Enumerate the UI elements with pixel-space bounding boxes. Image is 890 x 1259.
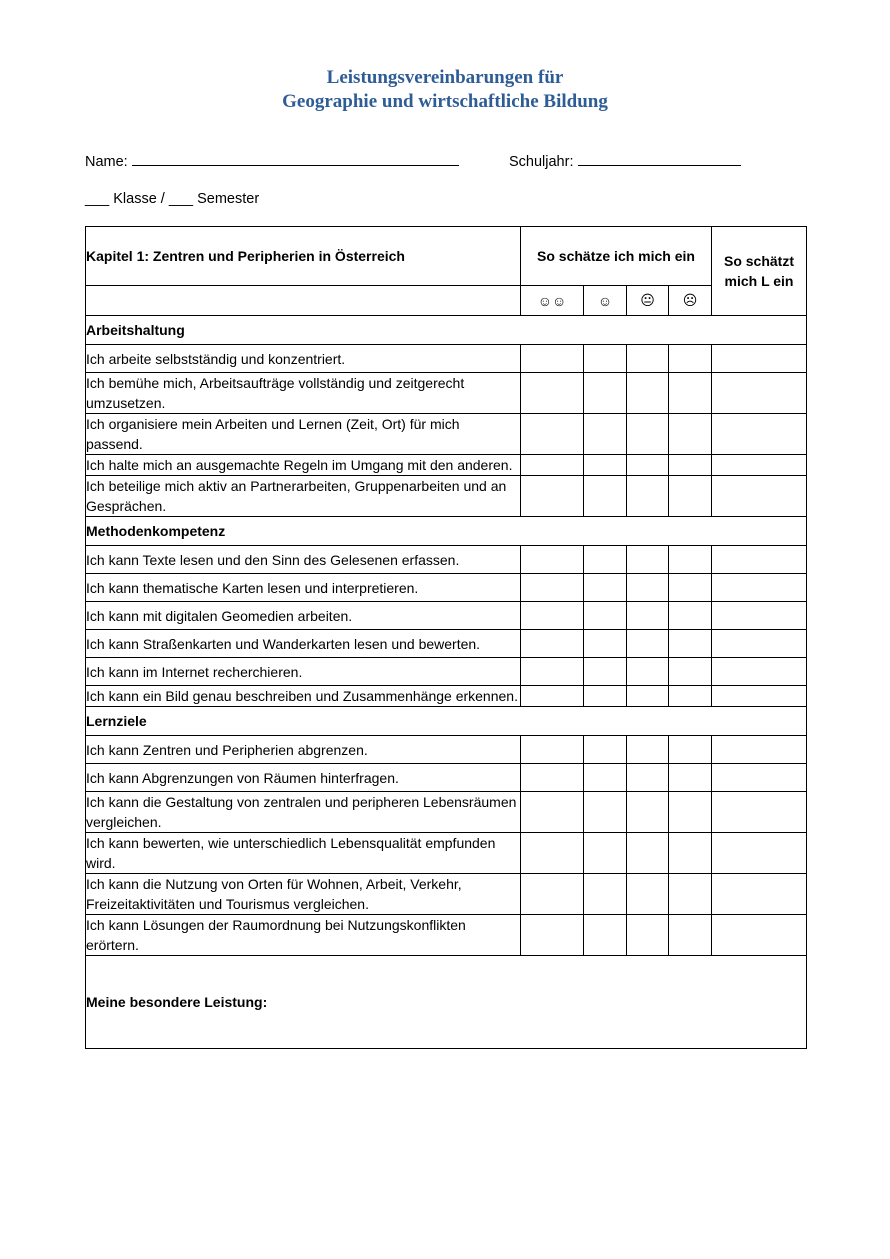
document-title-line-2: Geographie und wirtschaftliche Bildung	[282, 91, 608, 112]
section-row	[86, 517, 807, 546]
teacher-rating-cell[interactable]	[712, 345, 807, 373]
statement-text: Ich kann ein Bild genau beschreiben und Zusammenhänge erkennen.	[86, 686, 521, 707]
statement-text: Ich kann Zentren und Peripherien abgrenzen.	[86, 736, 521, 764]
statement-text: Ich kann mit digitalen Geomedien arbeiten.	[86, 602, 521, 630]
teacher-rating-cell[interactable]	[712, 736, 807, 764]
schuljahr-label: Schuljahr:	[509, 154, 574, 170]
neutral-rating-cell[interactable]	[627, 915, 669, 956]
statement-row	[86, 630, 807, 658]
teacher-rating-cell[interactable]	[712, 546, 807, 574]
statement-row	[86, 736, 807, 764]
statement-row	[86, 574, 807, 602]
name-label: Name:	[85, 154, 128, 170]
happy-rating-cell[interactable]	[584, 736, 627, 764]
teacher-rating-cell[interactable]	[712, 455, 807, 476]
sad-rating-cell[interactable]	[669, 476, 712, 517]
special-achievement-field[interactable]: Meine besondere Leistung:	[86, 956, 807, 1049]
neutral-rating-cell[interactable]	[627, 414, 669, 455]
sad-rating-cell[interactable]	[669, 602, 712, 630]
neutral-rating-cell[interactable]	[627, 630, 669, 658]
sad-rating-cell[interactable]	[669, 455, 712, 476]
sad-rating-cell[interactable]	[669, 373, 712, 414]
teacher-rating-cell[interactable]	[712, 574, 807, 602]
neutral-rating-cell[interactable]	[627, 658, 669, 686]
teacher-rating-cell[interactable]	[712, 792, 807, 833]
neutral-rating-cell[interactable]	[627, 833, 669, 874]
teacher-assessment-header: So schätzt mich L ein	[712, 227, 807, 316]
happy-rating-cell[interactable]	[584, 630, 627, 658]
self-assessment-header: So schätze ich mich ein	[521, 227, 712, 286]
statement-row	[86, 373, 807, 414]
very-happy-rating-cell[interactable]	[521, 874, 584, 915]
teacher-rating-cell[interactable]	[712, 833, 807, 874]
statement-text: Ich kann die Nutzung von Orten für Wohnen, Arbeit, Verkehr, Freizeitaktivitäten und Tourismus vergleichen.	[86, 874, 521, 915]
statement-text: Ich halte mich an ausgemachte Regeln im Umgang mit den anderen.	[86, 455, 521, 476]
teacher-rating-cell[interactable]	[712, 658, 807, 686]
statement-row	[86, 764, 807, 792]
neutral-rating-cell[interactable]	[627, 373, 669, 414]
teacher-rating-cell[interactable]	[712, 686, 807, 707]
happy-rating-cell[interactable]	[584, 833, 627, 874]
happy-rating-cell[interactable]	[584, 476, 627, 517]
teacher-rating-cell[interactable]	[712, 630, 807, 658]
statement-text: Ich kann Texte lesen und den Sinn des Gelesenen erfassen.	[86, 546, 521, 574]
happy-rating-cell[interactable]	[584, 686, 627, 707]
very-happy-rating-cell[interactable]	[521, 414, 584, 455]
sad-rating-cell[interactable]	[669, 833, 712, 874]
happy-rating-cell[interactable]	[584, 602, 627, 630]
very-happy-rating-cell[interactable]	[521, 630, 584, 658]
sad-rating-cell[interactable]	[669, 792, 712, 833]
chapter-title: Kapitel 1: Zentren und Peripherien in Österreich	[86, 227, 521, 286]
statement-row	[86, 792, 807, 833]
sad-rating-cell[interactable]	[669, 414, 712, 455]
neutral-face-icon: 😐	[627, 286, 669, 316]
neutral-rating-cell[interactable]	[627, 764, 669, 792]
very-happy-rating-cell[interactable]	[521, 546, 584, 574]
klasse-semester-field[interactable]	[85, 190, 259, 208]
teacher-rating-cell[interactable]	[712, 373, 807, 414]
happy-rating-cell[interactable]	[584, 764, 627, 792]
statement-text: Ich kann bewerten, wie unterschiedlich Lebensqualität empfunden wird.	[86, 833, 521, 874]
very-happy-rating-cell[interactable]	[521, 686, 584, 707]
very-happy-rating-cell[interactable]	[521, 455, 584, 476]
neutral-rating-cell[interactable]	[627, 345, 669, 373]
statement-text: Ich kann im Internet recherchieren.	[86, 658, 521, 686]
neutral-rating-cell[interactable]	[627, 686, 669, 707]
very-happy-rating-cell[interactable]	[521, 602, 584, 630]
teacher-rating-cell[interactable]	[712, 602, 807, 630]
sad-rating-cell[interactable]	[669, 915, 712, 956]
statement-row	[86, 915, 807, 956]
happy-rating-cell[interactable]	[584, 915, 627, 956]
teacher-rating-cell[interactable]	[712, 414, 807, 455]
sad-rating-cell[interactable]	[669, 630, 712, 658]
statement-row	[86, 686, 807, 707]
very-happy-rating-cell[interactable]	[521, 915, 584, 956]
teacher-rating-cell[interactable]	[712, 764, 807, 792]
semester-blank[interactable]: ___	[168, 191, 194, 207]
section-title: Arbeitshaltung	[86, 316, 807, 345]
statement-text: Ich bemühe mich, Arbeitsaufträge vollständig und zeitgerecht umzusetzen.	[86, 373, 521, 414]
happy-rating-cell[interactable]	[584, 345, 627, 373]
teacher-rating-cell[interactable]	[712, 874, 807, 915]
klasse-label: Klasse /	[113, 191, 165, 207]
neutral-rating-cell[interactable]	[627, 602, 669, 630]
sad-face-icon: ☹	[669, 286, 712, 316]
statement-text: Ich beteilige mich aktiv an Partnerarbeiten, Gruppenarbeiten und an Gesprächen.	[86, 476, 521, 517]
sad-rating-cell[interactable]	[669, 546, 712, 574]
teacher-rating-cell[interactable]	[712, 915, 807, 956]
very-happy-rating-cell[interactable]	[521, 658, 584, 686]
very-happy-rating-cell[interactable]	[521, 764, 584, 792]
statement-text: Ich arbeite selbstständig und konzentriert.	[86, 345, 521, 373]
statement-row	[86, 414, 807, 455]
very-happy-rating-cell[interactable]	[521, 574, 584, 602]
happy-rating-cell[interactable]	[584, 574, 627, 602]
chapter-spacer-cell	[86, 286, 521, 316]
very-happy-face-icon: ☺☺	[521, 286, 584, 316]
schuljahr-blank-line[interactable]	[578, 152, 741, 166]
very-happy-rating-cell[interactable]	[521, 792, 584, 833]
neutral-rating-cell[interactable]	[627, 455, 669, 476]
happy-rating-cell[interactable]	[584, 658, 627, 686]
statement-text: Ich organisiere mein Arbeiten und Lernen (Zeit, Ort) für mich passend.	[86, 414, 521, 455]
neutral-rating-cell[interactable]	[627, 476, 669, 517]
section-row	[86, 316, 807, 345]
statement-row	[86, 455, 807, 476]
schuljahr-field[interactable]	[509, 152, 741, 171]
neutral-rating-cell[interactable]	[627, 736, 669, 764]
statement-text: Ich kann thematische Karten lesen und interpretieren.	[86, 574, 521, 602]
happy-rating-cell[interactable]	[584, 373, 627, 414]
statement-row	[86, 833, 807, 874]
neutral-rating-cell[interactable]	[627, 874, 669, 915]
happy-rating-cell[interactable]	[584, 874, 627, 915]
assessment-table	[85, 226, 807, 1049]
teacher-rating-cell[interactable]	[712, 476, 807, 517]
neutral-rating-cell[interactable]	[627, 546, 669, 574]
happy-rating-cell[interactable]	[584, 455, 627, 476]
statement-text: Ich kann Lösungen der Raumordnung bei Nutzungskonflikten erörtern.	[86, 915, 521, 956]
happy-rating-cell[interactable]	[584, 792, 627, 833]
statement-row	[86, 476, 807, 517]
name-field[interactable]	[85, 152, 459, 171]
neutral-rating-cell[interactable]	[627, 792, 669, 833]
sad-rating-cell[interactable]	[669, 874, 712, 915]
statement-row	[86, 602, 807, 630]
name-blank-line[interactable]	[132, 152, 459, 166]
klasse-blank[interactable]: ___	[85, 191, 110, 207]
sad-rating-cell[interactable]	[669, 658, 712, 686]
very-happy-rating-cell[interactable]	[521, 476, 584, 517]
very-happy-rating-cell[interactable]	[521, 373, 584, 414]
document-title-line-1: Leistungsvereinbarungen für	[326, 67, 564, 88]
special-achievement-row	[86, 956, 807, 1049]
neutral-rating-cell[interactable]	[627, 574, 669, 602]
very-happy-rating-cell[interactable]	[521, 736, 584, 764]
statement-row	[86, 546, 807, 574]
happy-face-icon: ☺	[584, 286, 627, 316]
sad-rating-cell[interactable]	[669, 686, 712, 707]
very-happy-rating-cell[interactable]	[521, 833, 584, 874]
statement-row	[86, 345, 807, 373]
happy-rating-cell[interactable]	[584, 414, 627, 455]
section-title: Methodenkompetenz	[86, 517, 807, 546]
sad-rating-cell[interactable]	[669, 345, 712, 373]
statement-text: Ich kann Abgrenzungen von Räumen hinterfragen.	[86, 764, 521, 792]
semester-label: Semester	[197, 191, 260, 207]
sad-rating-cell[interactable]	[669, 764, 712, 792]
statement-row	[86, 658, 807, 686]
section-title: Lernziele	[86, 707, 807, 736]
sad-rating-cell[interactable]	[669, 574, 712, 602]
sad-rating-cell[interactable]	[669, 736, 712, 764]
statement-text: Ich kann die Gestaltung von zentralen und peripheren Lebensräumen vergleichen.	[86, 792, 521, 833]
statement-row	[86, 874, 807, 915]
happy-rating-cell[interactable]	[584, 546, 627, 574]
very-happy-rating-cell[interactable]	[521, 345, 584, 373]
section-row	[86, 707, 807, 736]
statement-text: Ich kann Straßenkarten und Wanderkarten lesen und bewerten.	[86, 630, 521, 658]
